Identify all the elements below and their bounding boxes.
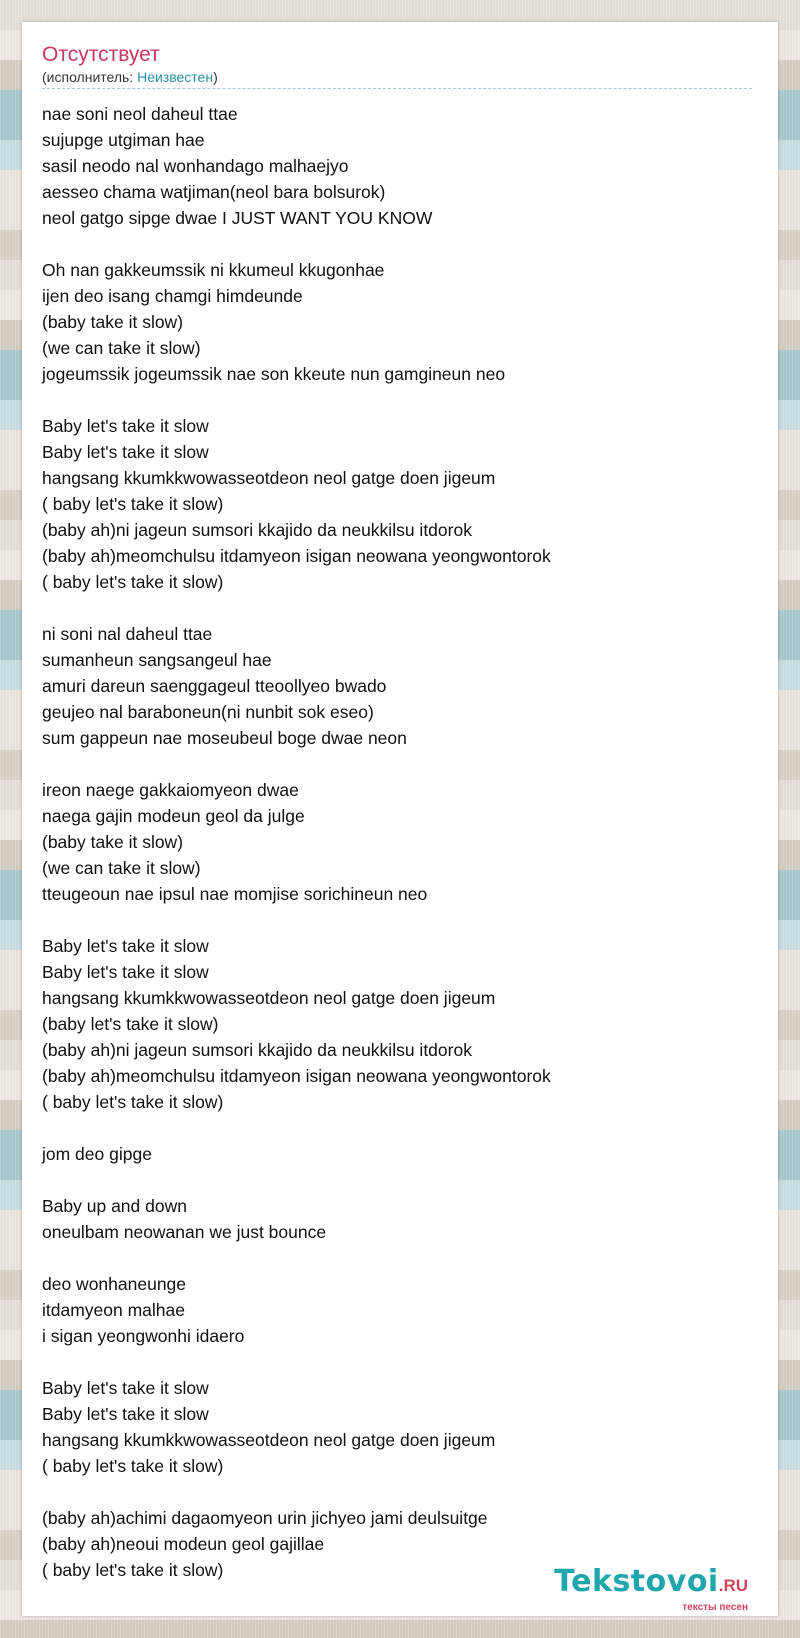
lyric-line: geujeo nal baraboneun(ni nunbit sok eseo) bbox=[42, 702, 374, 722]
lyric-line: ni soni nal daheul ttae bbox=[42, 624, 213, 644]
lyric-line: (baby ah)achimi dagaomyeon urin jichyeo jami deulsuitge bbox=[42, 1508, 488, 1528]
lyric-line: sum gappeun nae moseubeul boge dwae neon bbox=[42, 728, 407, 748]
lyric-line: (baby ah)meomchulsu itdamyeon isigan neowana yeongwontorok bbox=[42, 546, 551, 566]
lyric-line: jom deo gipge bbox=[42, 1144, 152, 1164]
lyric-line: hangsang kkumkkwowasseotdeon neol gatge doen jigeum bbox=[42, 1430, 496, 1450]
lyric-line: sasil neodo nal wonhandago malhaejyo bbox=[42, 156, 349, 176]
lyric-line: hangsang kkumkkwowasseotdeon neol gatge doen jigeum bbox=[42, 988, 496, 1008]
lyric-line: ( baby let's take it slow) bbox=[42, 1456, 224, 1476]
lyric-line: Oh nan gakkeumssik ni kkumeul kkugonhae bbox=[42, 260, 385, 280]
lyric-line: neol gatgo sipge dwae I JUST WANT YOU KNOW bbox=[42, 208, 433, 228]
lyrics-card bbox=[22, 22, 778, 1616]
lyric-line: ( baby let's take it slow) bbox=[42, 1560, 224, 1580]
lyric-line: tteugeoun nae ipsul nae momjise sorichineun neo bbox=[42, 884, 428, 904]
lyric-line: Baby let's take it slow bbox=[42, 936, 209, 956]
artist-prefix: (исполнитель: bbox=[42, 69, 138, 85]
lyric-line: jogeumssik jogeumssik nae son kkeute nun gamgineun neo bbox=[42, 364, 506, 384]
song-header bbox=[42, 42, 752, 89]
lyric-line: (baby take it slow) bbox=[42, 312, 184, 332]
lyric-line: itdamyeon malhae bbox=[42, 1300, 185, 1320]
lyric-line: ireon naege gakkaiomyeon dwae bbox=[42, 780, 299, 800]
lyric-line: sujupge utgiman hae bbox=[42, 130, 205, 150]
logo-name: Tekstovoi bbox=[554, 1564, 719, 1599]
lyric-line: Baby let's take it slow bbox=[42, 962, 209, 982]
lyric-line: i sigan yeongwonhi idaero bbox=[42, 1326, 245, 1346]
lyric-line: ijen deo isang chamgi himdeunde bbox=[42, 286, 303, 306]
lyric-line: ( baby let's take it slow) bbox=[42, 1092, 224, 1112]
lyric-line: (baby take it slow) bbox=[42, 832, 184, 852]
lyric-line: hangsang kkumkkwowasseotdeon neol gatge doen jigeum bbox=[42, 468, 496, 488]
lyric-line bbox=[42, 231, 758, 257]
lyric-line bbox=[42, 1245, 758, 1271]
lyric-line: oneulbam neowanan we just bounce bbox=[42, 1222, 327, 1242]
lyric-line: (baby ah)ni jageun sumsori kkajido da neukkilsu itdorok bbox=[42, 1040, 472, 1060]
lyric-line: ( baby let's take it slow) bbox=[42, 494, 224, 514]
lyric-line: amuri dareun saenggageul tteoollyeo bwado bbox=[42, 676, 387, 696]
song-title: Отсутствует bbox=[42, 43, 160, 66]
lyric-line bbox=[42, 1115, 758, 1141]
artist-link[interactable]: Неизвестен bbox=[137, 69, 214, 85]
lyric-line: (we can take it slow) bbox=[42, 858, 201, 878]
artist-suffix: ) bbox=[213, 69, 218, 85]
lyric-line: Baby let's take it slow bbox=[42, 1378, 209, 1398]
lyric-line: naega gajin modeun geol da julge bbox=[42, 806, 305, 826]
lyric-line: aesseo chama watjiman(neol bara bolsurok) bbox=[42, 182, 386, 202]
logo-tagline: тексты песен bbox=[682, 1602, 748, 1613]
lyric-line bbox=[42, 907, 758, 933]
lyric-line: (baby let's take it slow) bbox=[42, 1014, 219, 1034]
lyric-line bbox=[42, 751, 758, 777]
site-logo[interactable] bbox=[554, 1566, 748, 1598]
lyric-line: Baby up and down bbox=[42, 1196, 187, 1216]
lyric-line bbox=[42, 387, 758, 413]
lyric-line: (baby ah)neoui modeun geol gajillae bbox=[42, 1534, 325, 1554]
lyric-line bbox=[42, 595, 758, 621]
lyric-line: (baby ah)meomchulsu itdamyeon isigan neowana yeongwontorok bbox=[42, 1066, 551, 1086]
lyric-line bbox=[42, 1349, 758, 1375]
lyric-line: Baby let's take it slow bbox=[42, 1404, 209, 1424]
lyric-line: nae soni neol daheul ttae bbox=[42, 104, 238, 124]
lyric-line: (we can take it slow) bbox=[42, 338, 201, 358]
lyric-line: (baby ah)ni jageun sumsori kkajido da neukkilsu itdorok bbox=[42, 520, 472, 540]
lyric-line: deo wonhaneunge bbox=[42, 1274, 187, 1294]
artist-line bbox=[42, 68, 752, 86]
lyric-line: ( baby let's take it slow) bbox=[42, 572, 224, 592]
lyric-line bbox=[42, 1167, 758, 1193]
logo-tld: .RU bbox=[718, 1576, 748, 1595]
lyric-line: Baby let's take it slow bbox=[42, 416, 209, 436]
lyric-line bbox=[42, 1479, 758, 1505]
lyrics-text bbox=[42, 101, 758, 1583]
lyric-line: Baby let's take it slow bbox=[42, 442, 209, 462]
lyric-line: sumanheun sangsangeul hae bbox=[42, 650, 272, 670]
